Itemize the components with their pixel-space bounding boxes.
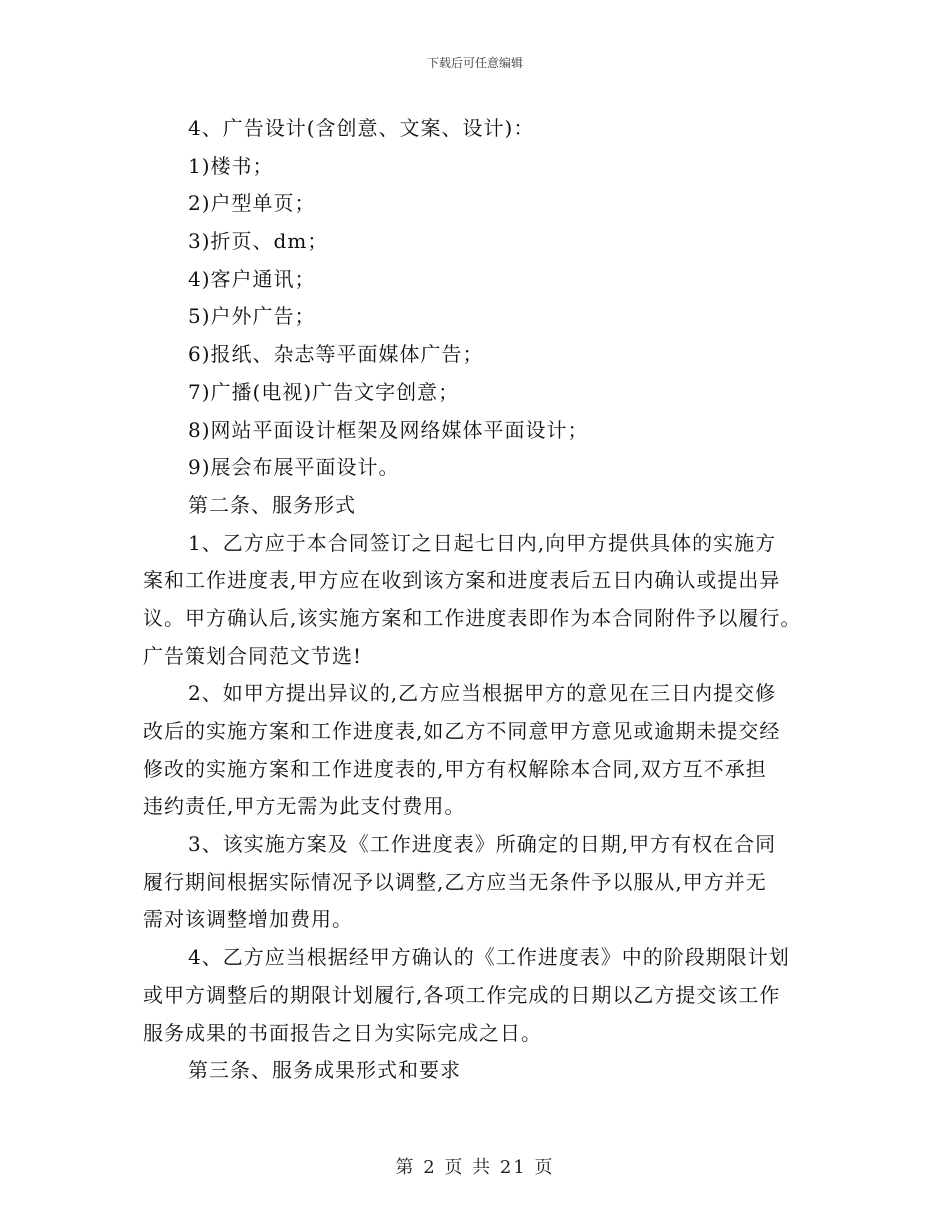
text-line: 或甲方调整后的期限计划履行,各项工作完成的日期以乙方提交该工作 [143, 982, 781, 1007]
text-line: 4、乙方应当根据经甲方确认的《工作进度表》中的阶段期限计划 [188, 945, 790, 970]
header-note: 下载后可任意编辑 [426, 56, 523, 70]
text-line: 违约责任,甲方无需为此支付费用。 [143, 794, 466, 819]
page-number: 第 2 页 共 21 页 [395, 1157, 555, 1178]
text-line: 议。甲方确认后,该实施方案和工作进度表即作为本合同附件予以履行。 [143, 605, 802, 630]
text-line: 3)折页、dm； [188, 229, 329, 254]
text-line: 1)楼书； [188, 153, 274, 178]
text-line: 4)客户通讯； [188, 266, 316, 291]
text-line: 第二条、服务形式 [188, 492, 356, 517]
text-line: 8)网站平面设计框架及网络媒体平面设计； [188, 417, 589, 442]
text-line: 履行期间根据实际情况予以调整,乙方应当无条件予以服从,甲方并无 [143, 869, 767, 894]
text-line: 1、乙方应于本合同签订之日起七日内,向甲方提供具体的实施方 [188, 530, 777, 555]
text-line: 9)展会布展平面设计。 [188, 455, 400, 480]
text-line: 广告策划合同范文节选! [143, 643, 363, 668]
text-line: 服务成果的书面报告之日为实际完成之日。 [143, 1020, 542, 1045]
text-line: 7)广播(电视)广告文字创意； [188, 379, 460, 404]
text-line: 需对该调整增加费用。 [143, 907, 353, 932]
text-line: 第三条、服务成果形式和要求 [188, 1058, 461, 1083]
text-line: 5)户外广告； [188, 304, 316, 329]
text-line: 4、广告设计(含创意、文案、设计)： [188, 116, 535, 140]
text-line: 2、如甲方提出异议的,乙方应当根据甲方的意见在三日内提交修 [188, 681, 777, 706]
text-line: 3、该实施方案及《工作进度表》所确定的日期,甲方有权在合同 [188, 832, 777, 857]
text-line: 2)户型单页； [188, 191, 316, 216]
text-line: 改后的实施方案和工作进度表,如乙方不同意甲方意见或逾期未提交经 [143, 719, 781, 743]
text-line: 修改的实施方案和工作进度表的,甲方有权解除本合同,双方互不承担 [143, 756, 767, 781]
text-line: 6)报纸、杂志等平面媒体广告； [188, 342, 484, 367]
document-body [143, 110, 823, 1090]
text-line: 案和工作进度表,甲方应在收到该方案和进度表后五日内确认或提出异 [143, 568, 781, 593]
